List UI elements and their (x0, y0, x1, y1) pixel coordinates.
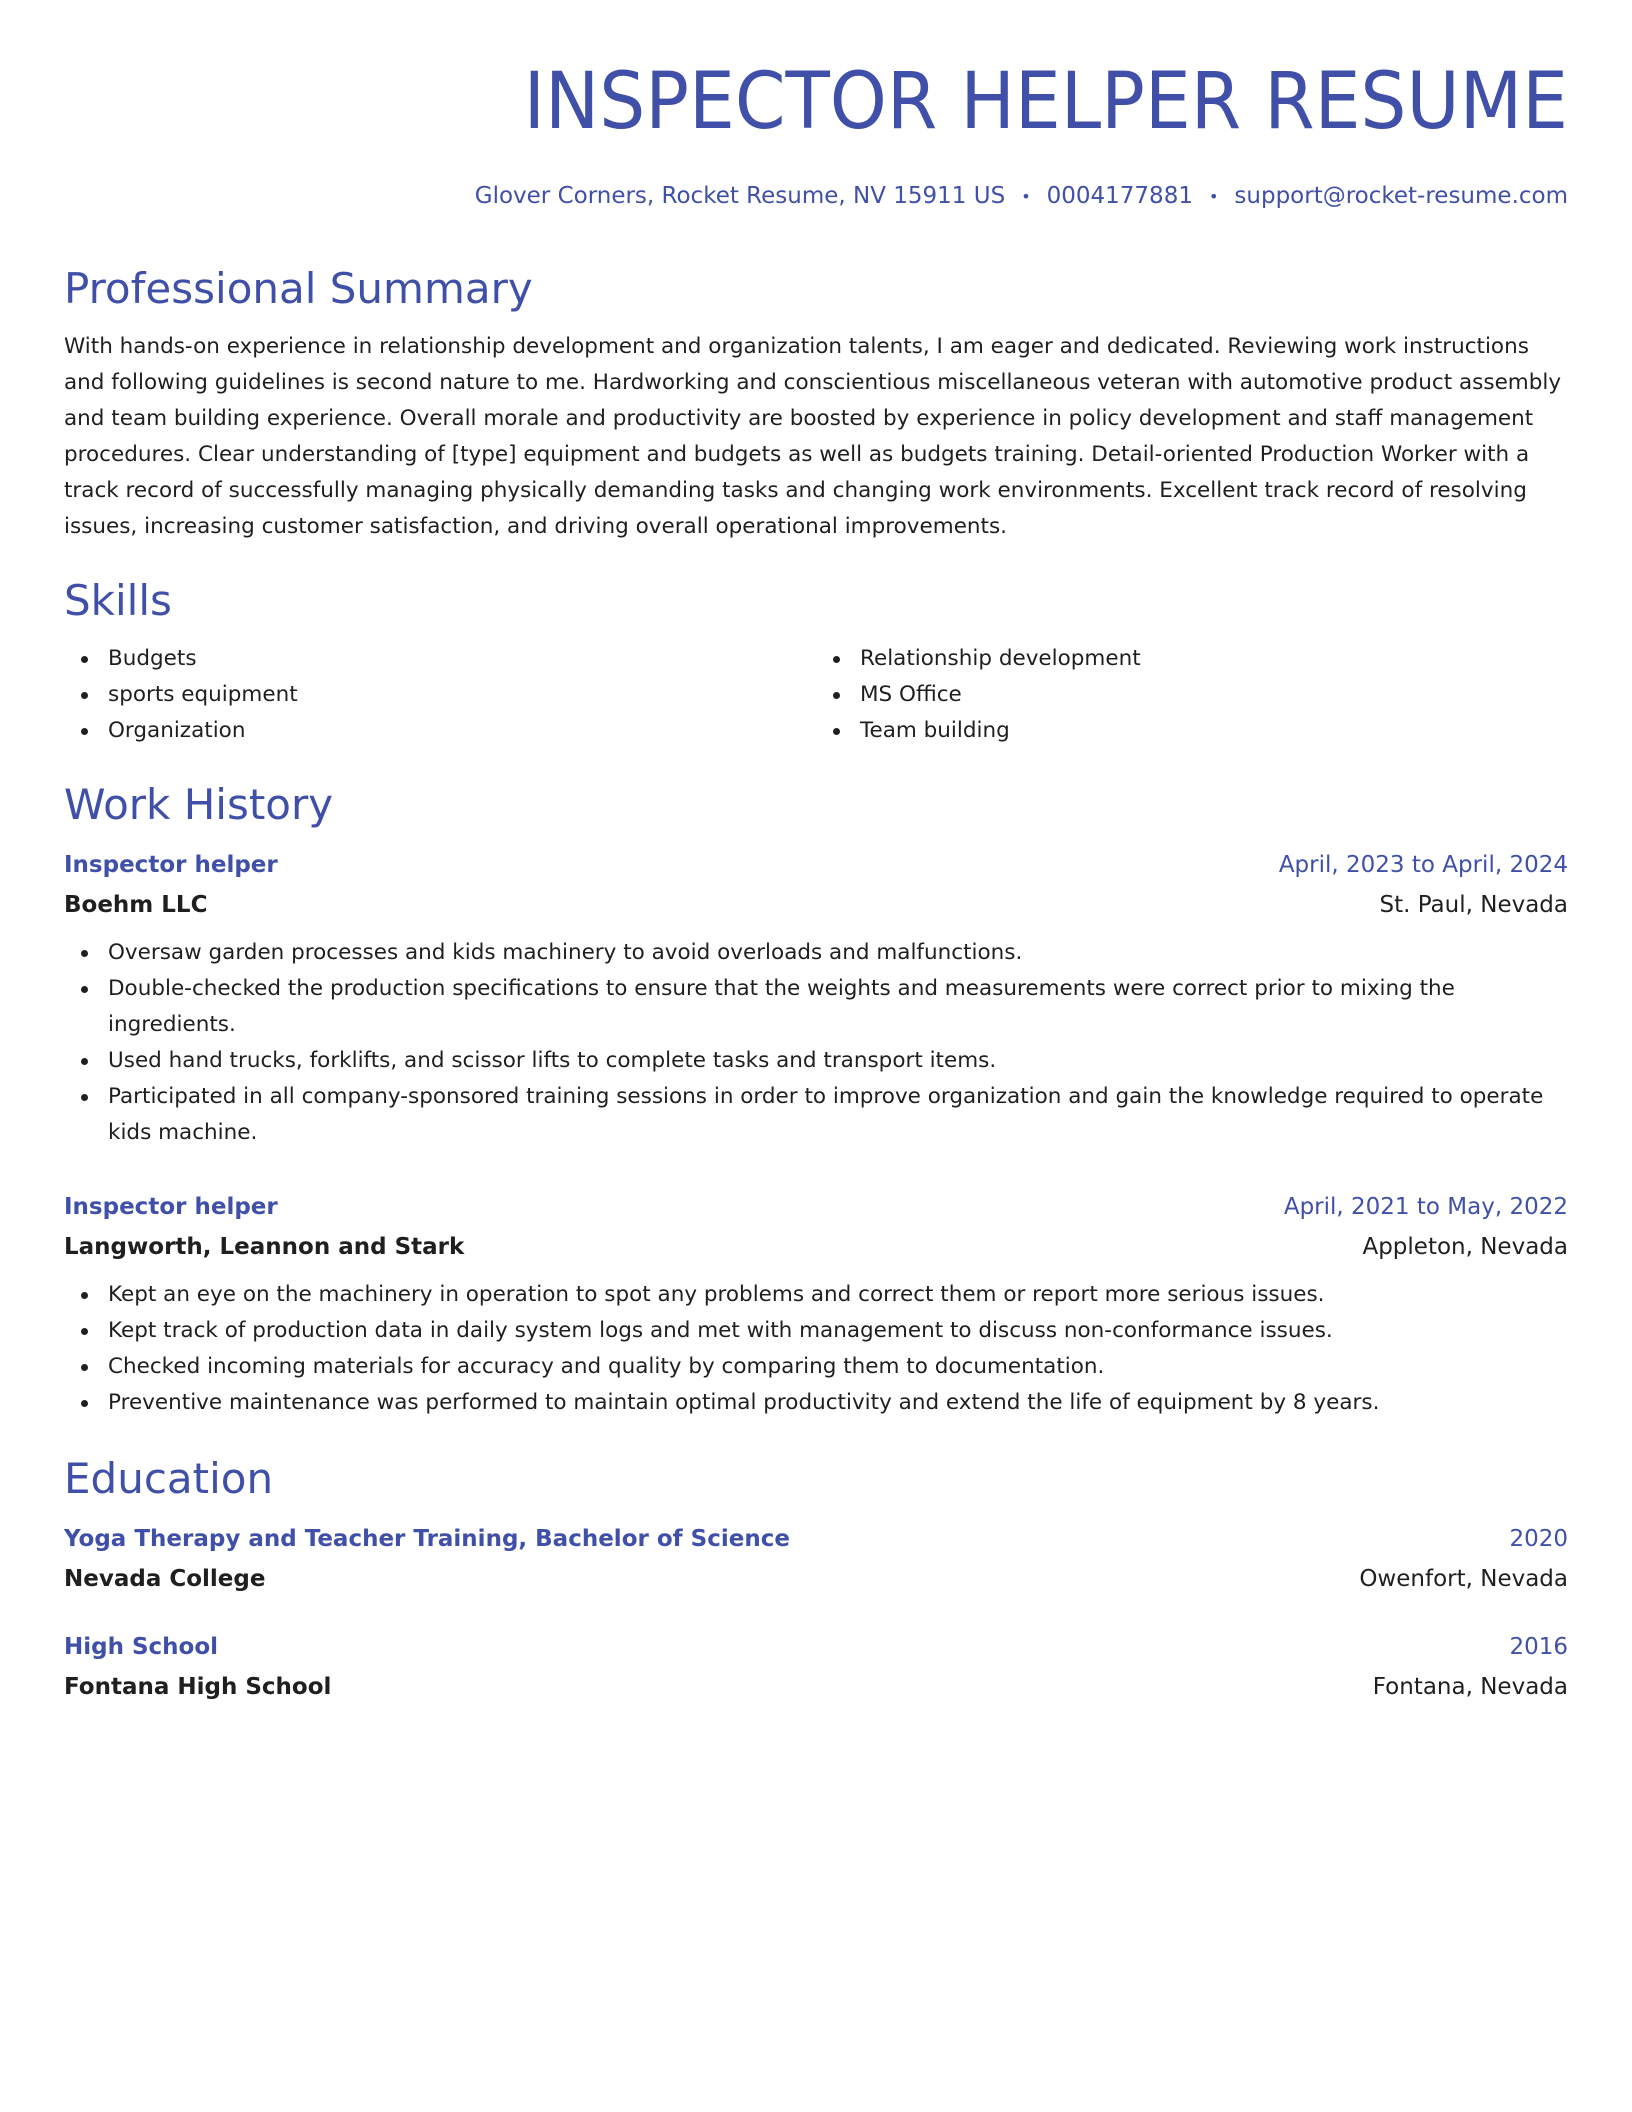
job-dates: April, 2023 to April, 2024 (1278, 851, 1568, 878)
resume-title: INSPECTOR HELPER RESUME (523, 57, 1568, 147)
education-entry (64, 1627, 1568, 1707)
resume-header (64, 0, 1568, 213)
job-location: St. Paul, Nevada (1379, 891, 1568, 918)
education-entry-header (64, 1627, 1568, 1667)
education-entry-subheader (64, 1559, 1568, 1599)
education-degree: Yoga Therapy and Teacher Training, Bachelor of Science (64, 1525, 790, 1552)
duty-item: Kept track of production data in daily system logs and met with management to discuss non-conformance issues. (108, 1313, 1568, 1349)
education-school: Nevada College (64, 1565, 266, 1592)
duty-item: Participated in all company-sponsored training sessions in order to improve organization and gain the knowledge required to operate kids machine. (108, 1079, 1568, 1151)
education-entry (64, 1519, 1568, 1599)
education-heading: Education (64, 1453, 274, 1503)
education-school: Fontana High School (64, 1673, 332, 1700)
skill-item: Organization (108, 713, 816, 749)
job-dates: April, 2021 to May, 2022 (1283, 1193, 1568, 1220)
work-entry-header (64, 845, 1568, 885)
work-entry (64, 1187, 1568, 1421)
work-entry (64, 845, 1568, 1151)
duty-item: Oversaw garden processes and kids machinery to avoid overloads and malfunctions. (108, 935, 1568, 971)
education-degree: High School (64, 1633, 219, 1660)
work-history-heading: Work History (64, 779, 334, 829)
job-role: Inspector helper (64, 851, 278, 878)
contact-separator: • (1208, 186, 1219, 206)
skill-item: sports equipment (108, 677, 816, 713)
summary-text: With hands-on experience in relationship development and organization talents, I am eager and dedicated. Reviewing work instructions and following guidelines is second nature to me. Hardworking and conscientious miscellaneous veteran with automotive product assembly and team building experience. Overall morale and productivity are boosted by experience in policy development and staff management procedures. Clear understanding of [type] equipment and budgets as well as budgets training. Detail-oriented Production Worker with a track record of successfully managing physically demanding tasks and changing work environments. Excellent track record of resolving issues, increasing customer satisfaction, and driving overall operational improvements. (64, 333, 1562, 539)
work-entry-header (64, 1187, 1568, 1227)
skill-item: MS Office (860, 677, 1568, 713)
education-entry-header (64, 1519, 1568, 1559)
job-company: Langworth, Leannon and Stark (64, 1233, 465, 1260)
education-year: 2020 (1509, 1525, 1568, 1552)
contact-separator: • (1021, 186, 1031, 206)
duty-item: Kept an eye on the machinery in operation to spot any problems and correct them or report more serious issues. (108, 1277, 1568, 1313)
contact-phone: 0004177881 (1046, 183, 1193, 209)
skills-column-left (64, 641, 816, 749)
skills-list (64, 641, 1568, 749)
education-location: Fontana, Nevada (1372, 1673, 1568, 1700)
education-year: 2016 (1509, 1633, 1568, 1660)
job-company: Boehm LLC (64, 891, 208, 918)
skills-column-right (816, 641, 1568, 749)
duty-item: Checked incoming materials for accuracy and quality by comparing them to documentation. (108, 1349, 1568, 1385)
job-duties (64, 935, 1568, 1151)
skills-heading: Skills (64, 575, 172, 625)
duty-item: Used hand trucks, forklifts, and scissor lifts to complete tasks and transport items. (108, 1043, 1568, 1079)
duty-item: Preventive maintenance was performed to maintain optimal productivity and extend the life of equipment by 8 years. (108, 1385, 1568, 1421)
skill-item: Budgets (108, 641, 816, 677)
education-location: Owenfort, Nevada (1359, 1565, 1568, 1592)
job-role: Inspector helper (64, 1193, 278, 1220)
skill-item: Team building (860, 713, 1568, 749)
work-entry-subheader (64, 885, 1568, 925)
summary-heading: Professional Summary (64, 263, 533, 313)
work-entry-subheader (64, 1227, 1568, 1267)
skill-item: Relationship development (860, 641, 1568, 677)
contact-line (64, 180, 1568, 213)
job-duties (64, 1277, 1568, 1421)
contact-address: Glover Corners, Rocket Resume, NV 15911 US (474, 183, 1006, 209)
education-entry-subheader (64, 1667, 1568, 1707)
duty-item: Double-checked the production specifications to ensure that the weights and measurements were correct prior to mixing the ingredients. (108, 971, 1568, 1043)
contact-email: support@rocket-resume.com (1234, 183, 1568, 209)
job-location: Appleton, Nevada (1362, 1233, 1568, 1260)
